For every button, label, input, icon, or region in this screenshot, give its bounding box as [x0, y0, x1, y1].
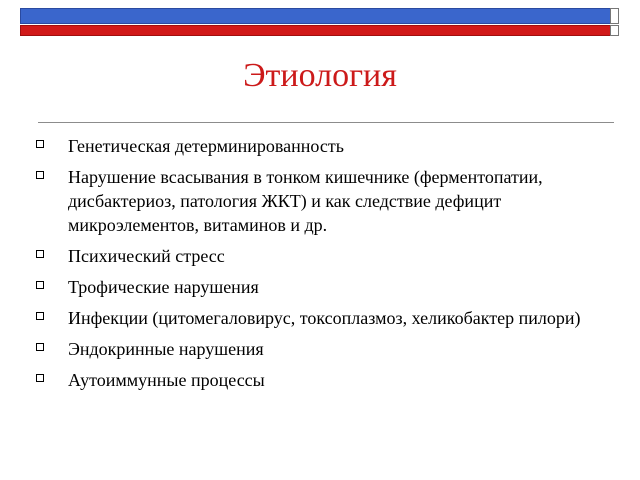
- square-bullet-icon: [36, 140, 44, 148]
- bullet-item: [30, 275, 620, 299]
- header-bar-red: [20, 25, 618, 36]
- header-bar-blue: [20, 8, 618, 24]
- bullet-text: Психический стресс: [68, 246, 225, 266]
- square-bullet-icon: [36, 374, 44, 382]
- bullet-item: [30, 165, 620, 237]
- bullet-text: Трофические нарушения: [68, 277, 259, 297]
- bullet-item: [30, 306, 620, 330]
- square-bullet-icon: [36, 171, 44, 179]
- bullet-item: [30, 368, 620, 392]
- bullet-text: Генетическая детерминированность: [68, 136, 344, 156]
- bullet-item: [30, 134, 620, 158]
- bullet-item: [30, 244, 620, 268]
- slide-title: Этиология: [243, 57, 397, 94]
- bullet-list: [30, 134, 620, 399]
- header-bar-end-square: [610, 25, 619, 36]
- header-bar-end-square: [610, 8, 619, 24]
- bullet-text: Инфекции (цитомегаловирус, токсоплазмоз, хеликобактер пилори): [68, 308, 581, 328]
- square-bullet-icon: [36, 343, 44, 351]
- square-bullet-icon: [36, 281, 44, 289]
- title-divider: [38, 122, 614, 123]
- square-bullet-icon: [36, 250, 44, 258]
- square-bullet-icon: [36, 312, 44, 320]
- bullet-text: Нарушение всасывания в тонком кишечнике (ферментопатии, дисбактериоз, патология ЖКТ) и как следствие дефицит микроэлементов, витаминов и др.: [68, 167, 543, 235]
- bullet-text: Эндокринные нарушения: [68, 339, 264, 359]
- bullet-text: Аутоиммунные процессы: [68, 370, 265, 390]
- bullet-item: [30, 337, 620, 361]
